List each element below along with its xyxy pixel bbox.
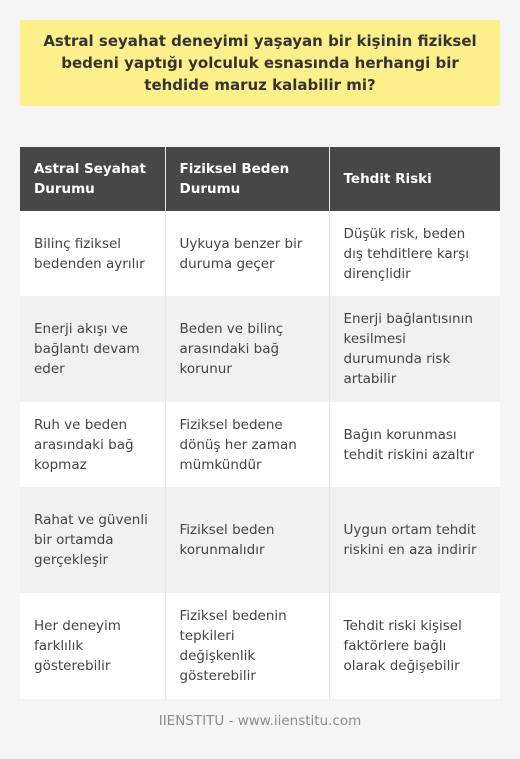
table-row — [20, 296, 500, 402]
table-cell: Bağın korunması tehdit riskini azaltır — [329, 402, 500, 487]
header-threat-risk: Tehdit Riski — [329, 147, 500, 211]
table-cell: Enerji akışı ve bağlantı devam eder — [20, 296, 165, 402]
table-row — [20, 593, 500, 699]
table-cell: Uykuya benzer bir duruma geçer — [165, 211, 329, 296]
table-cell: Fiziksel bedene dönüş her zaman mümkündür — [165, 402, 329, 487]
table-cell: Enerji bağlantısının kesilmesi durumunda risk artabilir — [329, 296, 500, 402]
table-cell: Her deneyim farklılık gösterebilir — [20, 593, 165, 699]
comparison-table — [20, 147, 500, 699]
table-cell: Fiziksel bedenin tepkileri değişkenlik gösterebilir — [165, 593, 329, 699]
table-cell: Düşük risk, beden dış tehditlere karşı dirençlidir — [329, 211, 500, 296]
table-row — [20, 402, 500, 487]
table-cell: Tehdit riski kişisel faktörlere bağlı olarak değişebilir — [329, 593, 500, 699]
table-cell: Ruh ve beden arasındaki bağ kopmaz — [20, 402, 165, 487]
header-astral-state: Astral Seyahat Durumu — [20, 147, 165, 211]
table-cell: Bilinç fiziksel bedenden ayrılır — [20, 211, 165, 296]
table-cell: Rahat ve güvenli bir ortamda gerçekleşir — [20, 487, 165, 593]
table-row — [20, 211, 500, 296]
table-cell: Beden ve bilinç arasındaki bağ korunur — [165, 296, 329, 402]
table-cell: Uygun ortam tehdit riskini en aza indirir — [329, 487, 500, 593]
footer-credit: IIENSTITU - www.iienstitu.com — [158, 713, 362, 729]
table-header-row — [20, 147, 500, 211]
table-cell: Fiziksel beden korunmalıdır — [165, 487, 329, 593]
question-box — [20, 20, 500, 106]
header-physical-state: Fiziksel Beden Durumu — [165, 147, 329, 211]
question-text: Astral seyahat deneyimi yaşayan bir kişinin fiziksel bedeni yaptığı yolculuk esnasında herhangi bir tehdide maruz kalabilir mi? — [43, 32, 477, 94]
table-row — [20, 487, 500, 593]
